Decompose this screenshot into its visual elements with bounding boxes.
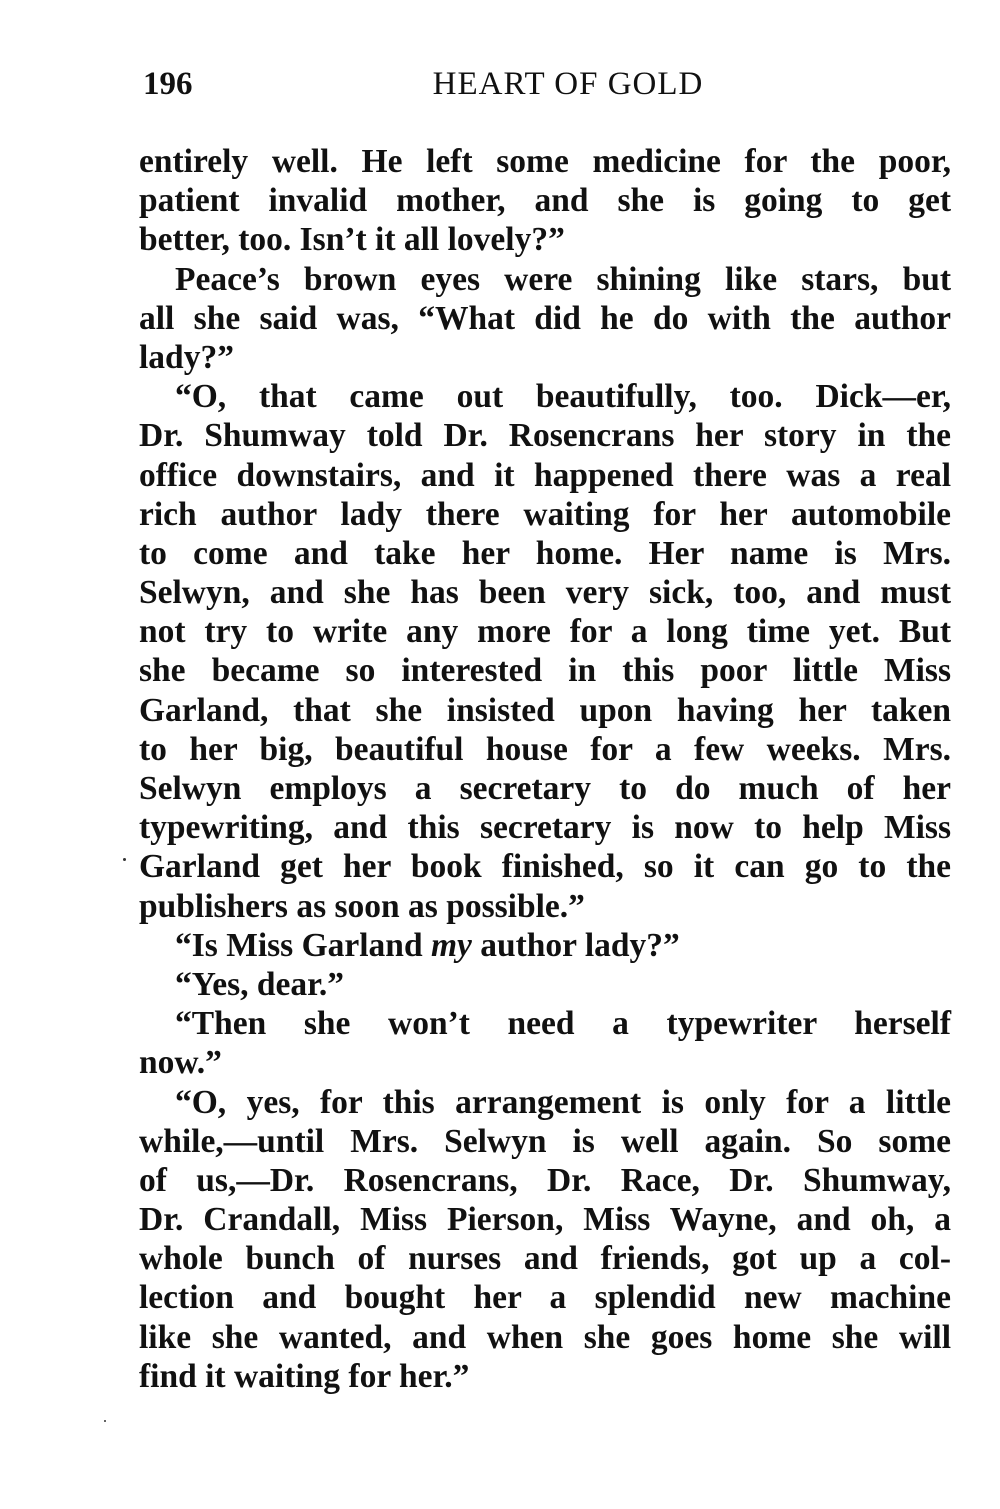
- text-line: while,—until Mrs. Selwyn is well again. So some: [139, 1122, 951, 1160]
- text-line: to her big, beautiful house for a few weeks. Mrs.: [139, 730, 951, 768]
- print-speck: [123, 858, 126, 861]
- text-line: entirely well. He left some medicine for the poor,: [139, 143, 951, 180]
- text-line: not try to write any more for a long time yet. But: [139, 613, 951, 651]
- text-line: she became so interested in this poor little Miss: [139, 652, 951, 690]
- text-line: “Yes, dear.”: [175, 965, 345, 1003]
- emphasized-word: my: [430, 926, 472, 964]
- body-text: [139, 142, 951, 1396]
- text-line: Garland get her book finished, so it can go to the: [139, 848, 951, 886]
- text-line: whole bunch of nurses and friends, got up a col-: [139, 1240, 951, 1278]
- text-line: publishers as soon as possible.”: [139, 887, 585, 925]
- text-line: office downstairs, and it happened there was a real: [139, 456, 951, 494]
- text-line: now.”: [139, 1044, 222, 1082]
- text-segment: author lady?”: [471, 926, 680, 964]
- text-line: to come and take her home. Her name is Mrs.: [139, 534, 951, 572]
- text-line: patient invalid mother, and she is going to get: [139, 182, 951, 220]
- text-line: Selwyn employs a secretary to do much of her: [139, 770, 951, 807]
- text-line: typewriting, and this secretary is now to help Miss: [139, 809, 951, 847]
- text-line: Garland, that she insisted upon having her taken: [139, 691, 951, 729]
- running-title: HEART OF GOLD: [432, 66, 704, 102]
- text-line: Peace’s brown eyes were shining like stars, but: [175, 260, 951, 298]
- text-line: better, too. Isn’t it all lovely?”: [139, 221, 565, 259]
- text-line: Dr. Crandall, Miss Pierson, Miss Wayne, and oh, a: [139, 1201, 951, 1239]
- text-line: lady?”: [139, 338, 234, 376]
- text-line: [139, 926, 951, 965]
- text-line: all she said was, “What did he do with the author: [139, 299, 951, 337]
- text-line: of us,—Dr. Rosencrans, Dr. Race, Dr. Shumway,: [139, 1161, 951, 1199]
- page-number: 196: [143, 66, 193, 102]
- running-head: [143, 62, 953, 106]
- text-segment: “Is Miss Garland: [175, 926, 431, 964]
- text-line: rich author lady there waiting for her automobile: [139, 495, 951, 533]
- text-line: lection and bought her a splendid new machine: [139, 1279, 951, 1317]
- text-line: “O, that came out beautifully, too. Dick—er,: [175, 378, 951, 416]
- text-line: “O, yes, for this arrangement is only for a little: [175, 1083, 951, 1121]
- text-line: “Then she won’t need a typewriter herself: [175, 1005, 951, 1043]
- text-line: Selwyn, and she has been very sick, too, and must: [139, 574, 951, 612]
- text-line: Dr. Shumway told Dr. Rosencrans her story in the: [139, 417, 951, 455]
- text-line: find it waiting for her.”: [139, 1357, 470, 1395]
- text-line: like she wanted, and when she goes home she will: [139, 1318, 951, 1356]
- print-speck: [104, 1420, 106, 1422]
